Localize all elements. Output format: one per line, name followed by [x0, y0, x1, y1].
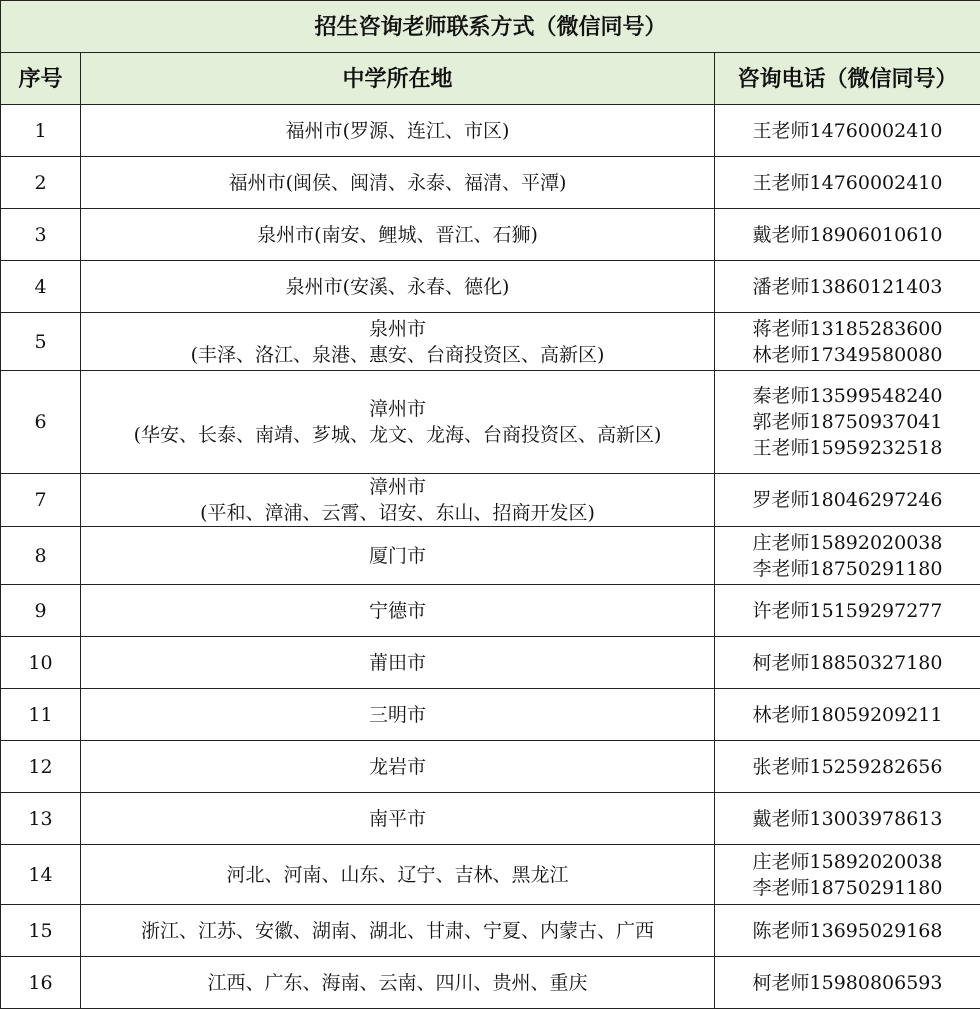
- location-line: 泉州市(安溪、永春、德化): [85, 274, 710, 300]
- table-body: [1, 105, 980, 1009]
- row-location: [81, 371, 715, 474]
- location-line: 三明市: [85, 702, 710, 728]
- row-index: 3: [1, 209, 81, 261]
- row-phones: [715, 313, 980, 371]
- header-location: 中学所在地: [81, 53, 715, 105]
- phone-line: 林老师17349580080: [719, 342, 976, 368]
- table-row: [1, 585, 980, 637]
- row-phones: [715, 261, 980, 313]
- location-line: 莆田市: [85, 650, 710, 676]
- phone-line: 戴老师13003978613: [719, 806, 976, 832]
- row-index: 16: [1, 957, 81, 1009]
- row-index: 13: [1, 793, 81, 845]
- table-row: [1, 261, 980, 313]
- table-row: [1, 689, 980, 741]
- row-index: 2: [1, 157, 81, 209]
- row-index: 11: [1, 689, 81, 741]
- phone-line: 柯老师18850327180: [719, 650, 976, 676]
- table-row: [1, 209, 980, 261]
- location-line: 福州市(罗源、连江、市区): [85, 118, 710, 144]
- title-row: [1, 1, 980, 53]
- row-phones: [715, 474, 980, 527]
- location-line: 宁德市: [85, 598, 710, 624]
- row-phones: [715, 585, 980, 637]
- phone-line: 陈老师13695029168: [719, 918, 976, 944]
- phone-line: 蒋老师13185283600: [719, 316, 976, 342]
- phone-line: 王老师14760002410: [719, 118, 976, 144]
- row-location: [81, 313, 715, 371]
- phone-line: 罗老师18046297246: [719, 487, 976, 513]
- phone-line: 林老师18059209211: [719, 702, 976, 728]
- row-phones: [715, 793, 980, 845]
- row-index: 1: [1, 105, 81, 157]
- row-location: [81, 905, 715, 957]
- table-row: [1, 637, 980, 689]
- location-line: (丰泽、洛江、泉港、惠安、台商投资区、高新区): [85, 342, 710, 368]
- table-row: [1, 793, 980, 845]
- location-line: 漳州市: [85, 474, 710, 500]
- table-row: [1, 527, 980, 585]
- header-row: [1, 53, 980, 105]
- row-location: [81, 585, 715, 637]
- row-location: [81, 209, 715, 261]
- phone-line: 庄老师15892020038: [719, 530, 976, 556]
- table-row: [1, 105, 980, 157]
- table-row: [1, 905, 980, 957]
- row-location: [81, 793, 715, 845]
- header-index: 序号: [1, 53, 81, 105]
- table-row: [1, 313, 980, 371]
- location-line: 厦门市: [85, 543, 710, 569]
- row-location: [81, 637, 715, 689]
- row-index: 15: [1, 905, 81, 957]
- row-phones: [715, 957, 980, 1009]
- table-title: 招生咨询老师联系方式（微信同号）: [1, 1, 980, 53]
- table-row: [1, 845, 980, 905]
- row-phones: [715, 209, 980, 261]
- row-phones: [715, 741, 980, 793]
- phone-line: 戴老师18906010610: [719, 222, 976, 248]
- phone-line: 柯老师15980806593: [719, 970, 976, 996]
- phone-line: 张老师15259282656: [719, 754, 976, 780]
- phone-line: 郭老师18750937041: [719, 409, 976, 435]
- location-line: 南平市: [85, 806, 710, 832]
- phone-line: 李老师18750291180: [719, 875, 976, 901]
- row-index: 12: [1, 741, 81, 793]
- table-row: [1, 157, 980, 209]
- row-location: [81, 157, 715, 209]
- location-line: (平和、漳浦、云霄、诏安、东山、招商开发区): [85, 500, 710, 526]
- row-index: 14: [1, 845, 81, 905]
- phone-line: 潘老师13860121403: [719, 274, 976, 300]
- row-phones: [715, 105, 980, 157]
- row-location: [81, 261, 715, 313]
- location-line: 漳州市: [85, 396, 710, 422]
- phone-line: 王老师14760002410: [719, 170, 976, 196]
- phone-line: 许老师15159297277: [719, 598, 976, 624]
- row-phones: [715, 157, 980, 209]
- row-phones: [715, 689, 980, 741]
- header-phone: 咨询电话（微信同号）: [715, 53, 980, 105]
- row-location: [81, 527, 715, 585]
- row-index: 4: [1, 261, 81, 313]
- location-line: (华安、长泰、南靖、芗城、龙文、龙海、台商投资区、高新区): [85, 422, 710, 448]
- row-location: [81, 845, 715, 905]
- location-line: 泉州市(南安、鲤城、晋江、石狮): [85, 222, 710, 248]
- phone-line: 秦老师13599548240: [719, 383, 976, 409]
- phone-line: 王老师15959232518: [719, 435, 976, 461]
- row-location: [81, 957, 715, 1009]
- table-row: [1, 957, 980, 1009]
- row-index: 6: [1, 371, 81, 474]
- row-index: 8: [1, 527, 81, 585]
- phone-line: 李老师18750291180: [719, 556, 976, 582]
- table-row: [1, 741, 980, 793]
- row-phones: [715, 527, 980, 585]
- row-phones: [715, 637, 980, 689]
- row-location: [81, 689, 715, 741]
- row-location: [81, 105, 715, 157]
- phone-line: 庄老师15892020038: [719, 849, 976, 875]
- location-line: 龙岩市: [85, 754, 710, 780]
- location-line: 江西、广东、海南、云南、四川、贵州、重庆: [85, 970, 710, 996]
- table-row: [1, 371, 980, 474]
- location-line: 福州市(闽侯、闽清、永泰、福清、平潭): [85, 170, 710, 196]
- location-line: 泉州市: [85, 316, 710, 342]
- row-index: 7: [1, 474, 81, 527]
- row-index: 5: [1, 313, 81, 371]
- row-location: [81, 741, 715, 793]
- location-line: 浙江、江苏、安徽、湖南、湖北、甘肃、宁夏、内蒙古、广西: [85, 918, 710, 944]
- row-phones: [715, 371, 980, 474]
- row-index: 10: [1, 637, 81, 689]
- row-phones: [715, 845, 980, 905]
- location-line: 河北、河南、山东、辽宁、吉林、黑龙江: [85, 862, 710, 888]
- row-index: 9: [1, 585, 81, 637]
- table-row: [1, 474, 980, 527]
- row-phones: [715, 905, 980, 957]
- row-location: [81, 474, 715, 527]
